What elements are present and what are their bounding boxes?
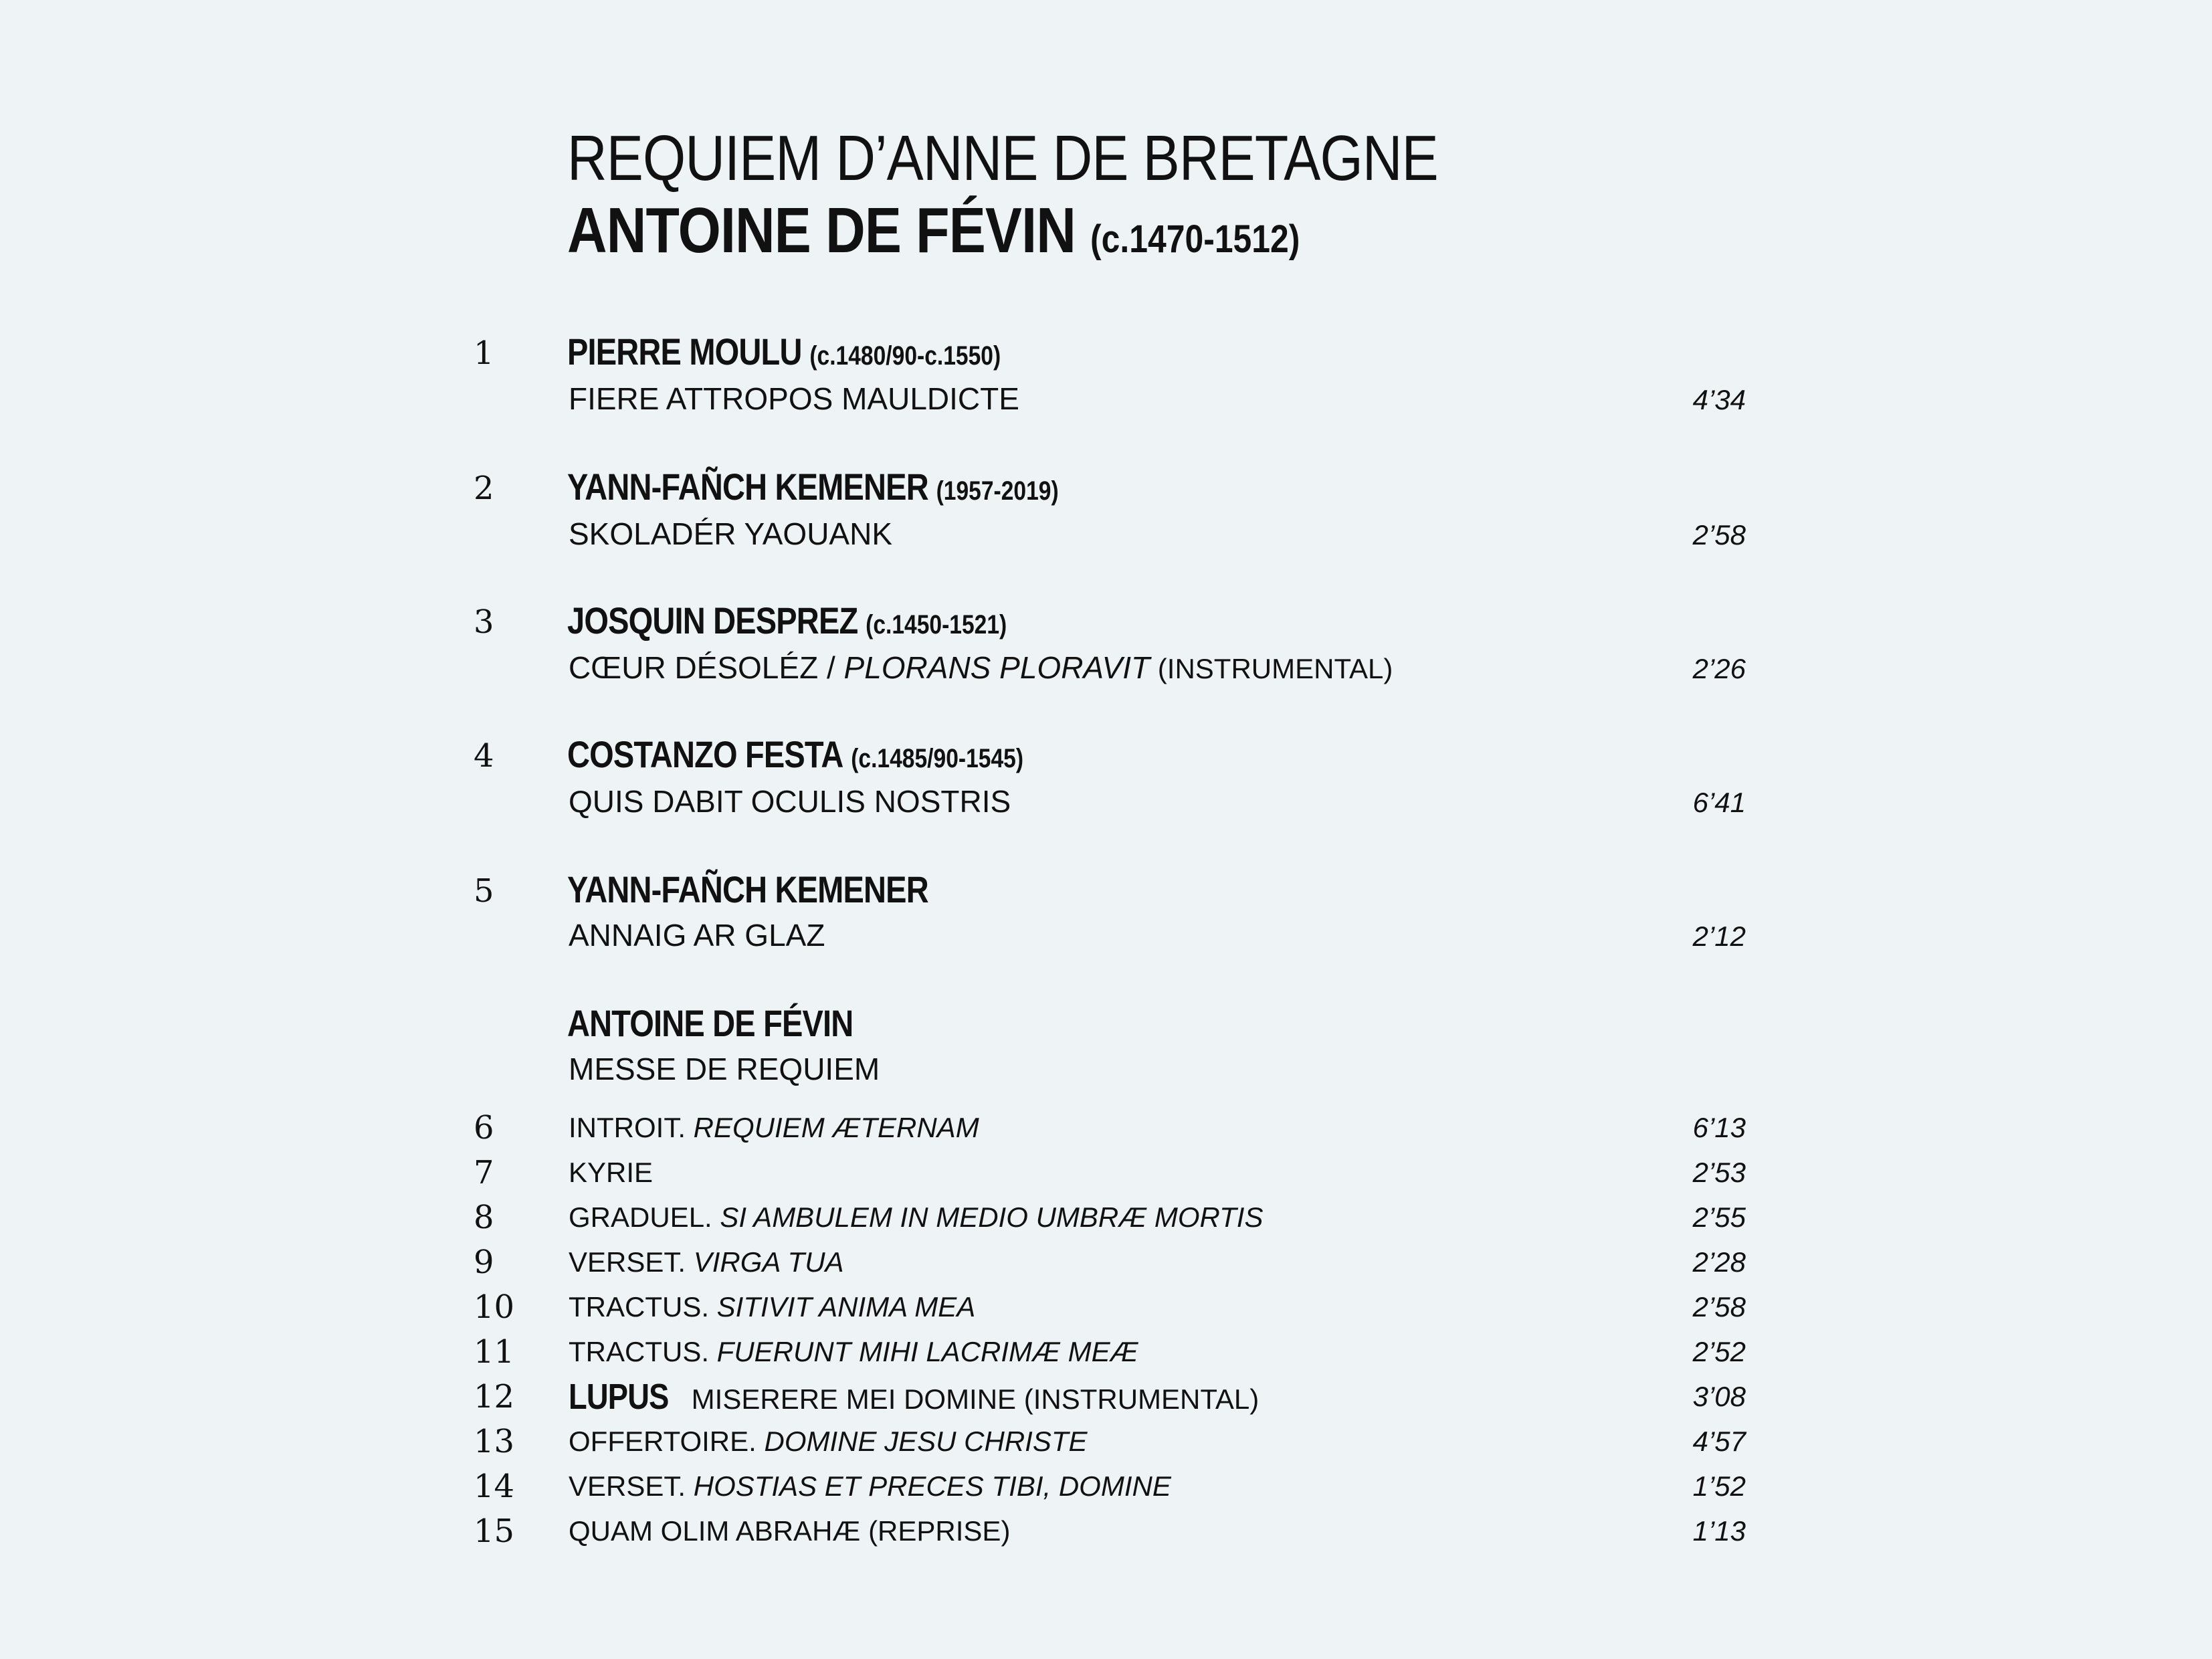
movement-number: 11: [474, 1333, 515, 1371]
movement-number: 9: [474, 1244, 494, 1281]
movement-label: KYRIE: [569, 1157, 653, 1188]
movement-duration: 6’13: [1692, 1112, 1746, 1143]
track-duration: 6’41: [1692, 787, 1746, 818]
track-work: FIERE ATTROPOS MAULDICTE: [569, 381, 1019, 416]
track-composer-dates: (c.1480/90-c.1550): [809, 341, 1001, 371]
track-composer-name: YANN-FAÑCH KEMENER: [567, 466, 928, 508]
track-work: QUIS DABIT OCULIS NOSTRIS: [569, 784, 1011, 819]
mass-composer: ANTOINE DE FÉVIN: [567, 1002, 853, 1044]
album-composer-dates: (c.1470-1512): [1090, 217, 1300, 261]
movement-latin-title: REQUIEM ÆTERNAM: [693, 1112, 979, 1143]
movement-duration: 1’13: [1692, 1515, 1746, 1547]
movement-number: 10: [474, 1288, 515, 1326]
track-duration: 2’12: [1692, 920, 1746, 952]
movement-label: TRACTUS.: [569, 1291, 717, 1323]
track-number: 1: [474, 334, 494, 372]
track-work-italic: PLORANS PLORAVIT: [843, 650, 1150, 685]
track-duration: 2’58: [1692, 519, 1746, 551]
movement-number: 8: [474, 1199, 494, 1236]
track-composer: [567, 733, 1023, 781]
track-composer: [567, 465, 1059, 513]
movement-latin-title: SITIVIT ANIMA MEA: [716, 1291, 976, 1323]
movement-label: GRADUEL.: [569, 1201, 720, 1233]
movement-title: [569, 1424, 1088, 1459]
movement-number: 6: [474, 1109, 494, 1147]
movement-number: 14: [474, 1468, 515, 1505]
movement-duration: 2’28: [1692, 1246, 1746, 1278]
track-composer: [567, 599, 1007, 647]
track-composer: [567, 868, 928, 912]
movement-duration: 2’52: [1692, 1336, 1746, 1367]
track-work: [569, 649, 1393, 688]
movement-label: MISERERE MEI DOMINE (INSTRUMENTAL): [684, 1383, 1260, 1415]
mass-title: MESSE DE REQUIEM: [569, 1052, 880, 1086]
movement-duration: 4’57: [1692, 1426, 1746, 1457]
movement-label: VERSET.: [569, 1470, 694, 1502]
movement-title: [569, 1245, 844, 1280]
movement-title: [569, 1514, 1010, 1549]
track-composer-name: COSTANZO FESTA: [567, 733, 843, 775]
movement-number: 13: [474, 1423, 515, 1460]
track-composer-name: PIERRE MOULU: [567, 330, 802, 373]
movement-duration: 2’55: [1692, 1201, 1746, 1233]
movement-number: 15: [474, 1512, 515, 1550]
album-composer: [567, 194, 1300, 276]
movement-latin-title: SI AMBULEM IN MEDIO UMBRÆ MORTIS: [720, 1201, 1264, 1233]
track-composer-name: JOSQUIN DESPREZ: [567, 599, 858, 642]
movement-title: [569, 1155, 653, 1190]
movement-label: OFFERTOIRE.: [569, 1426, 765, 1457]
track-number: 2: [474, 470, 494, 507]
movement-label: INTROIT.: [569, 1112, 694, 1143]
movement-duration: 1’52: [1692, 1470, 1746, 1502]
track-composer-dates: (c.1450-1521): [866, 610, 1007, 640]
movement-title: [569, 1110, 979, 1145]
movement-latin-title: DOMINE JESU CHRISTE: [764, 1426, 1088, 1457]
movement-number: 12: [474, 1378, 515, 1416]
movement-composer: LUPUS: [569, 1377, 669, 1417]
track-work: ANNAIG AR GLAZ: [569, 918, 825, 953]
movement-label: TRACTUS.: [569, 1336, 717, 1367]
album-title: REQUIEM D’ANNE DE BRETAGNE: [567, 122, 1438, 194]
movement-latin-title: FUERUNT MIHI LACRIMÆ MEÆ: [716, 1336, 1138, 1367]
track-work-title: CŒUR DÉSOLÉZ /: [569, 650, 844, 685]
movement-label: VERSET.: [569, 1246, 694, 1278]
movement-label: QUAM OLIM ABRAHÆ (REPRISE): [569, 1515, 1011, 1547]
track-number: 3: [474, 603, 494, 641]
movement-latin-title: HOSTIAS ET PRECES TIBI, DOMINE: [693, 1470, 1171, 1502]
movement-duration: 2’53: [1692, 1157, 1746, 1188]
movement-latin-title: VIRGA TUA: [693, 1246, 844, 1278]
movement-title: [569, 1335, 1138, 1369]
track-number: 5: [474, 872, 494, 910]
track-number: 4: [474, 737, 494, 775]
movement-duration: 3’08: [1692, 1381, 1746, 1412]
movement-title: [569, 1469, 1171, 1504]
album-composer-name: ANTOINE DE FÉVIN: [567, 195, 1076, 266]
track-composer-dates: (c.1485/90-1545): [851, 744, 1024, 773]
track-work-suffix: (INSTRUMENTAL): [1150, 653, 1393, 684]
movement-title: [569, 1200, 1263, 1235]
movement-number: 7: [474, 1154, 494, 1191]
track-composer: [567, 330, 1001, 378]
track-composer-name: YANN-FAÑCH KEMENER: [567, 868, 928, 910]
movement-title: [569, 1290, 975, 1325]
track-work: SKOLADÉR YAOUANK: [569, 516, 893, 551]
movement-title: [569, 1379, 1259, 1417]
track-duration: 4’34: [1692, 384, 1746, 415]
movement-duration: 2’58: [1692, 1291, 1746, 1323]
track-duration: 2’26: [1692, 653, 1746, 684]
track-composer-dates: (1957-2019): [936, 476, 1059, 506]
